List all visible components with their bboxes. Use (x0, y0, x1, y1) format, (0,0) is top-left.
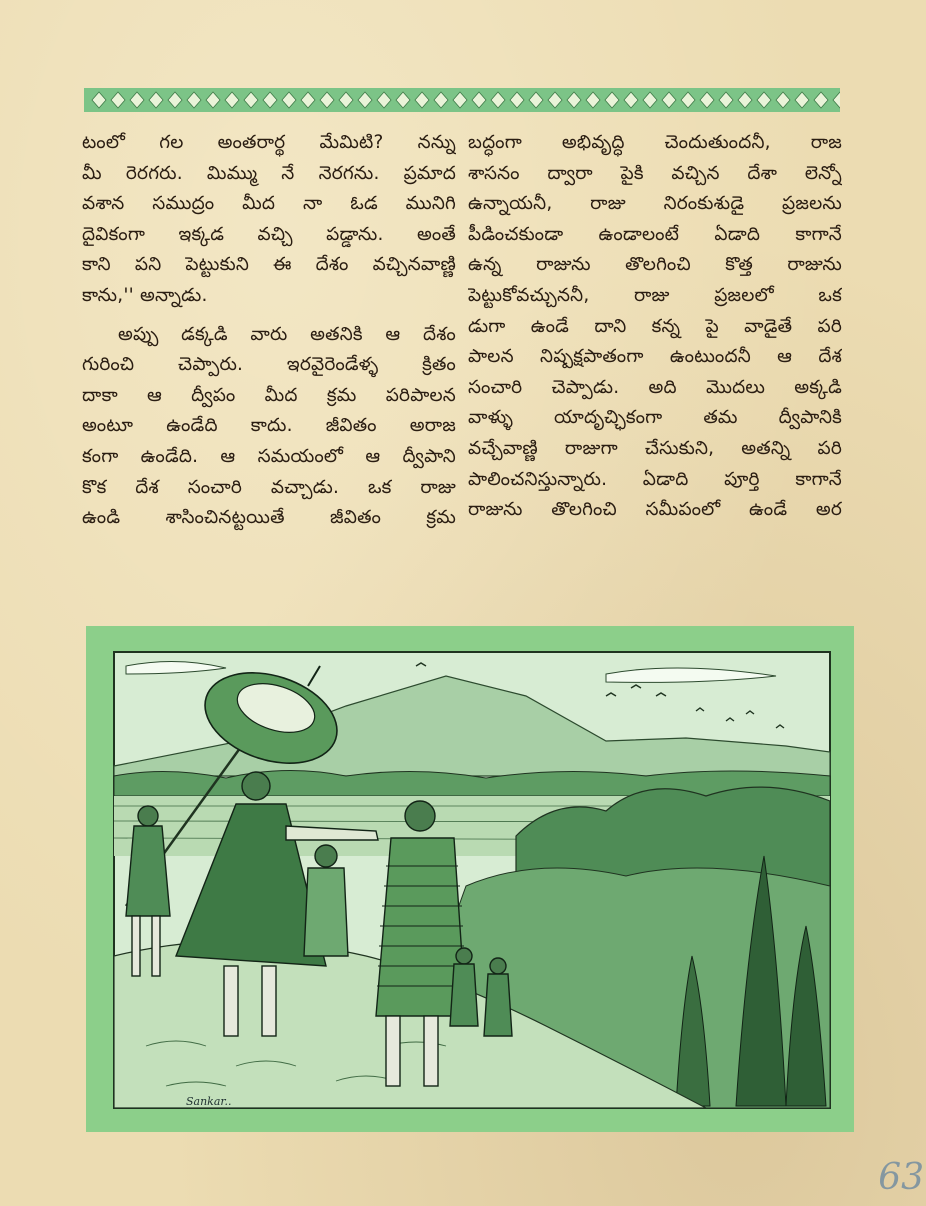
text-line: కొక దేశ సంచారి వచ్చాడు. ఒక రాజు (82, 476, 456, 498)
story-illustration (86, 626, 854, 1132)
text-line: వాళ్ళు యాదృచ్ఛికంగా తమ ద్వీపానికి (468, 407, 842, 429)
text-line: దాకా ఆ ద్వీపం మీద క్రమ పరిపాలన (82, 384, 456, 406)
text-line: పెట్టుకోవచ్చుననీ, రాజు ప్రజలలో ఒక (468, 284, 842, 306)
text-line: గురించి చెప్పారు. ఇరవైరెండేళ్ళ క్రితం (82, 354, 456, 376)
text-line: పాలించనిస్తున్నారు. ఏడాది పూర్తి కాగానే (468, 468, 842, 490)
illustration-drawing (86, 626, 854, 1132)
text-line: వశాన సముద్రం మీద నా ఓడ మునిగి (82, 193, 456, 215)
text-line: కంగా ఉండేది. ఆ సమయంలో ఆ ద్వీపాని (82, 445, 456, 467)
text-line: అప్పు డక్కడి వారు అతనికి ఆ దేశం (118, 323, 456, 345)
artist-signature: Sankar.. (186, 1095, 232, 1108)
text-line: దైవికంగా ఇక్కడ వచ్చి పడ్డాను. అంతే (82, 223, 456, 245)
text-line: సంచారి చెప్పాడు. అది మొదలు అక్కడి (468, 376, 842, 398)
decorative-border (84, 86, 840, 114)
text-line: ఉండి శాసించినట్టయితే జీవితం క్రమ (82, 507, 456, 529)
text-line: శాసనం ద్వారా పైకి వచ్చిన దేశా లెన్నో (468, 162, 842, 184)
text-line: పీడించకుండా ఉండాలంటే ఏడాది కాగానే (468, 223, 842, 245)
text-line: డుగా ఉండే దాని కన్న పై వాడైతే పరి (468, 315, 842, 337)
text-line: రాజును తొలగించి సమీపంలో ఉండే అర (468, 499, 842, 521)
text-line: వచ్చేవాణ్ణి రాజుగా చేసుకుని, అతన్ని పరి (468, 437, 842, 459)
text-line: ఉన్నాయనీ, రాజు నిరంకుశుడై ప్రజలను (468, 193, 842, 215)
text-line: ఉన్న రాజును తొలగించి కొత్త రాజును (468, 254, 842, 276)
page-number: 63 (878, 1157, 924, 1198)
text-line: కాని పని పెట్టుకుని ఈ దేశం వచ్చినవాణ్ణి (82, 254, 456, 276)
text-line: కాను,'' అన్నాడు. (82, 284, 208, 306)
text-line: మీ రెరగరు. మిమ్ము నే నెరగను. ప్రమాద (82, 162, 456, 184)
text-line: పాలన నిష్పక్షపాతంగా ఉంటుందనీ ఆ దేశ (468, 346, 842, 368)
right-text-column (468, 128, 842, 526)
left-text-column (82, 128, 456, 534)
text-line: అంటూ ఉండేది కాదు. జీవితం అరాజ (82, 415, 456, 437)
text-line: బద్ధంగా అభివృద్ధి చెందుతుందనీ, రాజ (468, 132, 842, 153)
text-line: టంలో గల అంతరార్థ మేమిటి? నన్ను (82, 132, 456, 153)
